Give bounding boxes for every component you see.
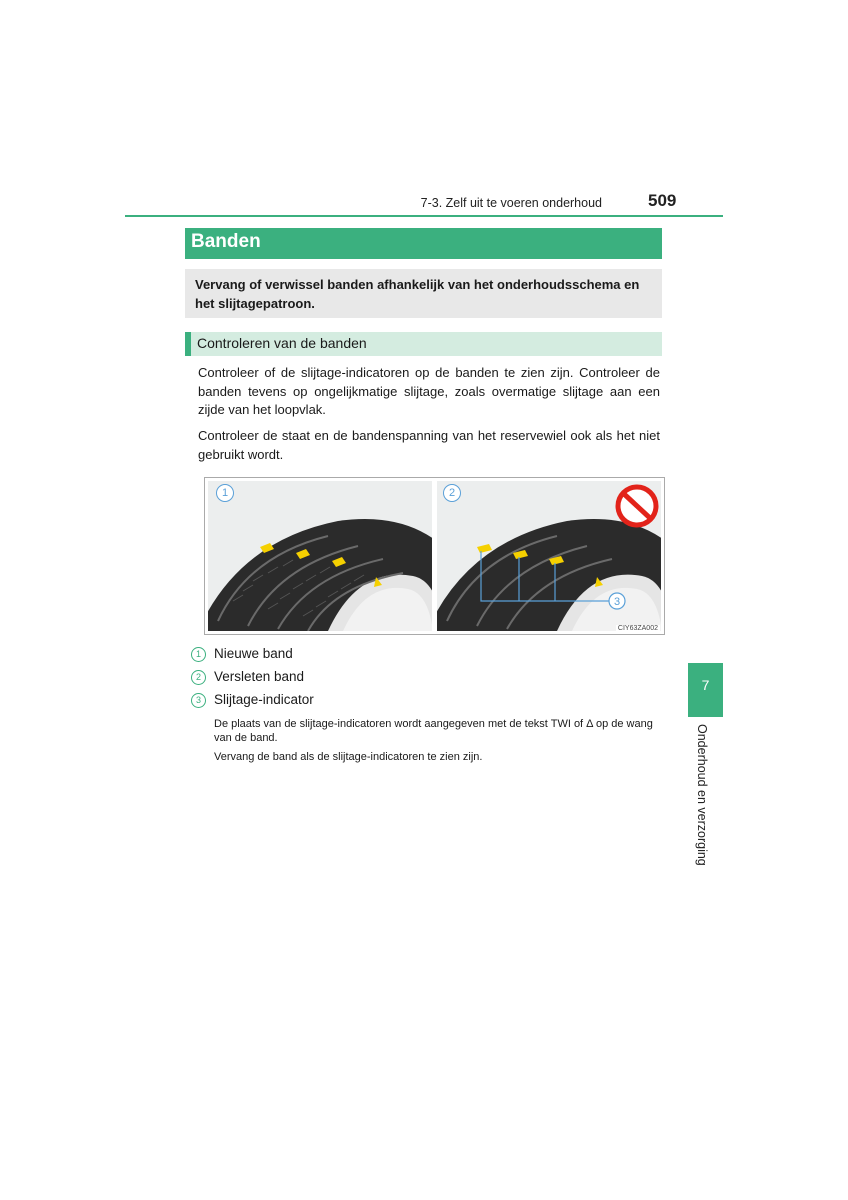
panel-1-label: 1 <box>216 484 234 502</box>
section-title: Banden <box>191 231 261 252</box>
new-tire-illustration <box>208 481 432 631</box>
legend-number: 3 <box>191 693 206 708</box>
legend-number: 2 <box>191 670 206 685</box>
panel-new-tire <box>208 481 432 631</box>
header-rule <box>125 215 723 217</box>
page-number: 509 <box>648 191 677 210</box>
legend-label: Slijtage-indicator <box>214 692 314 707</box>
intro-box: Vervang of verwissel banden afhankelijk van het onderhoudsschema en het slijtagepatroon. <box>185 269 662 318</box>
callout-number-3: 3 <box>613 596 621 608</box>
paragraph-1: Controleer of de slijtage-indicatoren op de banden te zien zijn. Controleer de banden tevens op ongelijkmatige slijtage, zoals overmatige slijtage aan een zijde van het loopvlak. <box>198 365 660 417</box>
paragraph-2: Controleer de staat en de bandenspanning van het reservewiel ook als het niet gebruikt wordt. <box>198 428 660 462</box>
subsection-bar <box>185 332 662 356</box>
legend-label: Versleten band <box>214 669 305 684</box>
chapter-tab <box>688 663 723 717</box>
subsection-title: Controleren van de banden <box>197 335 367 351</box>
wear-indicator <box>477 544 492 553</box>
figure-code: CIY63ZA002 <box>617 625 658 632</box>
legend-label: Nieuwe band <box>214 646 293 661</box>
chapter-tab-number: 7 <box>701 677 710 693</box>
note-2: Vervang de band als de slijtage-indicatoren te zien zijn. <box>214 751 483 763</box>
subsection-accent <box>185 332 191 356</box>
tire-figure <box>204 477 665 635</box>
header-title: 7-3. Zelf uit te voeren onderhoud <box>420 196 602 210</box>
worn-tire-illustration <box>437 481 661 631</box>
prohibited-icon <box>618 487 656 525</box>
legend-number: 1 <box>191 647 206 662</box>
section-bar <box>185 228 662 259</box>
chapter-side-label: Onderhoud en verzorging <box>695 724 709 866</box>
panel-2-label: 2 <box>443 484 461 502</box>
note-1: De plaats van de slijtage-indicatoren wordt aangegeven met de tekst TWI of Δ op de wang van de band. <box>214 718 653 744</box>
panel-worn-tire <box>437 481 661 631</box>
